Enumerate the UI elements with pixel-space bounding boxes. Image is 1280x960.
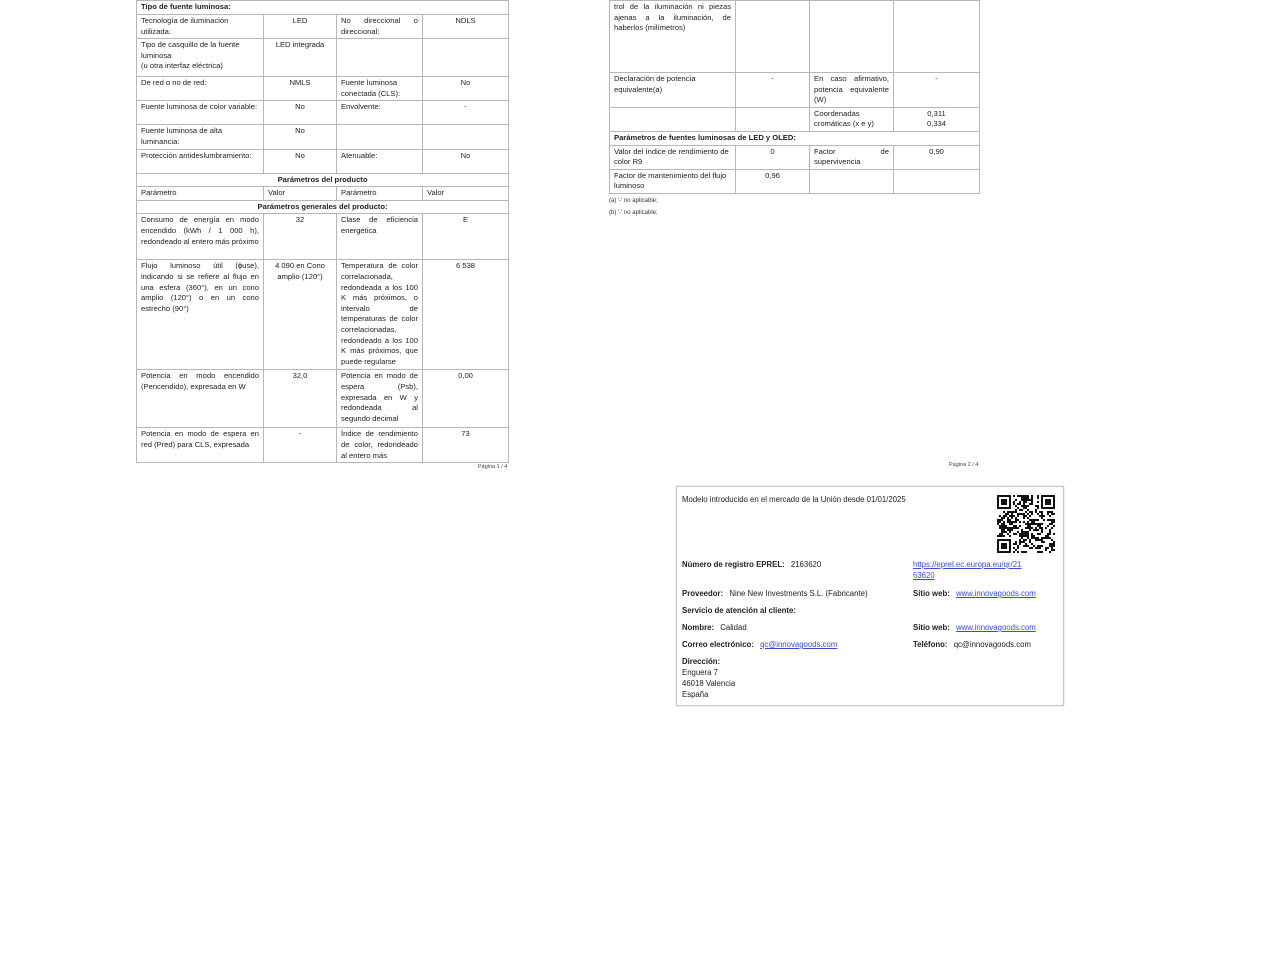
page-number: Página 2 / 4 bbox=[949, 462, 979, 468]
cell: De red o no de red: bbox=[137, 77, 264, 101]
cell: No bbox=[264, 149, 337, 173]
cell: NDLS bbox=[423, 15, 509, 39]
col-header: Parámetro bbox=[137, 187, 264, 201]
cell: Tecnología de iluminación utilizada: bbox=[137, 15, 264, 39]
cell: LED integrada bbox=[264, 39, 337, 77]
phone-value: qc@innovagoods.com bbox=[953, 640, 1031, 649]
cell: Tipo de casquillo de la fuente luminosa (u otra interfaz eléctrica) bbox=[137, 39, 264, 77]
eprel-label: Número de registro EPREL: bbox=[682, 560, 785, 569]
contact-name-row bbox=[682, 622, 747, 633]
supplier-label: Proveedor: bbox=[682, 589, 724, 598]
cell: No bbox=[264, 125, 337, 149]
cell: No bbox=[423, 149, 509, 173]
general-params-heading: Parámetros generales del producto: bbox=[137, 200, 509, 214]
cell: Potencia en modo de espera (Psb), expresada en W y redondeada al segundo decimal bbox=[337, 370, 423, 428]
led-params-heading: Parámetros de fuentes luminosas de LED y OLED: bbox=[610, 131, 980, 145]
cell: Valor del índice de rendimiento de color R9 bbox=[610, 145, 736, 169]
cell: En caso afirmativo, potencia equivalente (W) bbox=[810, 73, 894, 108]
cell: No bbox=[264, 101, 337, 125]
eprel-link[interactable] bbox=[913, 559, 1021, 581]
product-params-heading: Parámetros del producto bbox=[137, 173, 509, 187]
website2-link[interactable]: www.innovagoods.com bbox=[956, 623, 1036, 632]
footnote-mark: (b) '-' bbox=[609, 209, 623, 216]
cell: - bbox=[264, 428, 337, 463]
cell: Potencia en modo de espera en red (Pred) para CLS, expresada bbox=[137, 428, 264, 463]
cell: Temperatura de color correlacionada, redondeada a los 100 K más próximos, o intervalo de temperaturas de color correlacionadas, redondeado a los 100 K más próximos, que puede regularse bbox=[337, 260, 423, 370]
supplier-value: Nine New Investments S.L. (Fabricante) bbox=[729, 589, 868, 598]
eprel-row bbox=[682, 559, 821, 570]
cell: 0,311 0,334 bbox=[894, 107, 980, 131]
eprel-url-line-2[interactable]: 63620 bbox=[913, 571, 935, 580]
page-1 bbox=[136, 0, 508, 463]
light-source-table bbox=[136, 0, 509, 463]
cell bbox=[736, 107, 810, 131]
address-line: 46018 Valencia bbox=[682, 679, 736, 688]
cell: - bbox=[423, 101, 509, 125]
eprel-url-line-1[interactable]: https://eprel.ec.europa.eu/qr/21 bbox=[913, 560, 1022, 569]
cell: 0 bbox=[736, 145, 810, 169]
website-link[interactable]: www.innovagoods.com bbox=[956, 589, 1036, 598]
footnote bbox=[609, 207, 979, 219]
cell bbox=[423, 125, 509, 149]
cell bbox=[736, 1, 810, 73]
cell bbox=[423, 39, 509, 77]
footnote-text: no aplicable; bbox=[623, 197, 658, 204]
cell: Factor de supervivencia bbox=[810, 145, 894, 169]
cell: 32 bbox=[264, 214, 337, 260]
email-link[interactable]: qc@innovagoods.com bbox=[760, 640, 838, 649]
cell: NMLS bbox=[264, 77, 337, 101]
page2-table bbox=[609, 0, 980, 194]
cell bbox=[610, 107, 736, 131]
address-line: España bbox=[682, 690, 709, 699]
cell bbox=[337, 39, 423, 77]
cell: Coordenadas cromáticas (x e y) bbox=[810, 107, 894, 131]
cell: 0,96 bbox=[736, 169, 810, 193]
eprel-number: 2163620 bbox=[790, 560, 822, 569]
cell bbox=[894, 169, 980, 193]
cell: Protección antideslumbramiento: bbox=[137, 149, 264, 173]
name-label: Nombre: bbox=[682, 623, 715, 632]
customer-service-heading bbox=[682, 605, 796, 616]
col-header: Valor bbox=[423, 187, 509, 201]
email-label: Correo electrónico: bbox=[682, 640, 754, 649]
cell bbox=[337, 125, 423, 149]
cell: 4 090 en Cono amplio (120°) bbox=[264, 260, 337, 370]
email-row bbox=[682, 639, 837, 650]
page-2 bbox=[609, 0, 979, 219]
cell: 6 538 bbox=[423, 260, 509, 370]
supplier-row bbox=[682, 588, 868, 599]
cell: Índice de rendimiento de color, redondeado al entero más bbox=[337, 428, 423, 463]
address-line: Enguera 7 bbox=[682, 668, 718, 677]
website-label: Sitio web: bbox=[913, 589, 950, 598]
product-info-card bbox=[676, 486, 1064, 706]
col-header: Valor bbox=[264, 187, 337, 201]
cell bbox=[810, 1, 894, 73]
footnote bbox=[609, 195, 979, 207]
page-number: Página 1 / 4 bbox=[478, 464, 508, 470]
qr-code-icon bbox=[997, 495, 1055, 553]
cell: Fuente luminosa de alta luminancia: bbox=[137, 125, 264, 149]
col-header: Parámetro bbox=[337, 187, 423, 201]
footnote-mark: (a) '-' bbox=[609, 197, 623, 204]
cell: No bbox=[423, 77, 509, 101]
cell: Fuente luminosa conectada (CLS): bbox=[337, 77, 423, 101]
phone-row bbox=[913, 639, 1031, 650]
cell: Consumo de energía en modo encendido (kWh / 1 000 h), redondeado al entero más próximo bbox=[137, 214, 264, 260]
cell: Atenuable: bbox=[337, 149, 423, 173]
cell: LED bbox=[264, 15, 337, 39]
cell: Clase de eficiencia energética bbox=[337, 214, 423, 260]
cell: No direccional o direccional: bbox=[337, 15, 423, 39]
cell: 0,00 bbox=[423, 370, 509, 428]
website-row bbox=[913, 588, 1036, 599]
address-block bbox=[682, 656, 735, 700]
cell: Envolvente: bbox=[337, 101, 423, 125]
customer-service-label: Servicio de atención al cliente: bbox=[682, 606, 796, 615]
name-value: Calidad bbox=[720, 623, 747, 632]
light-source-heading: Tipo de fuente luminosa: bbox=[137, 1, 509, 15]
cell: 73 bbox=[423, 428, 509, 463]
cell bbox=[810, 169, 894, 193]
cell: - bbox=[736, 73, 810, 108]
cell: Declaración de potencia equivalente(a) bbox=[610, 73, 736, 108]
website2-label: Sitio web: bbox=[913, 623, 950, 632]
cell bbox=[894, 1, 980, 73]
cell: Factor de mantenimiento del flujo luminoso bbox=[610, 169, 736, 193]
cell: Flujo luminoso útil (ɸuse), indicando si se refiere al flujo en una esfera (360°), en un cono amplio (120°) o en un cono estrecho (90°) bbox=[137, 260, 264, 370]
phone-label: Teléfono: bbox=[913, 640, 948, 649]
market-intro-text: Modelo introducido en el mercado de la Unión desde 01/01/2025 bbox=[682, 495, 906, 504]
cell: E bbox=[423, 214, 509, 260]
cell: Potencia en modo encendido (Pencendido), expresada en W bbox=[137, 370, 264, 428]
cell: Fuente luminosa de color variable: bbox=[137, 101, 264, 125]
cell: trol de la iluminación ni piezas ajenas a la iluminación, de haberlos (milímetros) bbox=[610, 1, 736, 73]
cell: - bbox=[894, 73, 980, 108]
cell: 32,0 bbox=[264, 370, 337, 428]
website2-row bbox=[913, 622, 1036, 633]
cell: 0,90 bbox=[894, 145, 980, 169]
footnote-text: no aplicable; bbox=[623, 209, 658, 216]
address-label: Dirección: bbox=[682, 657, 721, 666]
